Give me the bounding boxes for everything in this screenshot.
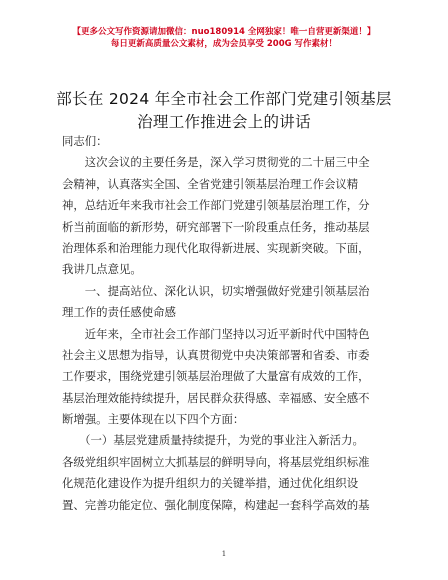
document-title	[30, 88, 418, 134]
paragraph-line: 断增强。主要体现在以下四个方面：	[62, 412, 245, 427]
paragraph-line: 我讲几点意见。	[62, 262, 142, 277]
heading-line: 理工作的责任感使命感	[62, 305, 176, 320]
document-body	[62, 131, 392, 516]
page-number: 1	[221, 550, 227, 558]
paragraph-line: 神，总结近年来我市社会工作部门党建引领基层治理工作，分	[62, 198, 370, 213]
paragraph-line: 化规范化建设作为提升组织力的关键举措，通过优化组织设	[62, 476, 359, 491]
paragraph-overview	[62, 324, 392, 431]
paragraph-line: 这次会议的主要任务是，深入学习贯彻党的二十届三中全	[62, 155, 370, 170]
paragraph-line: 治理体系和治理能力现代化取得新进展、实现新突破。下面，	[62, 240, 370, 255]
section-heading-1	[62, 281, 392, 324]
paragraph-intro	[62, 152, 392, 280]
paragraph-line: 基层治理效能持续提升，居民群众获得感、幸福感、安全感不	[62, 390, 370, 405]
paragraph-line: 工作要求，围绕党建引领基层治理做了大量富有成效的工作，	[62, 369, 370, 384]
paragraph-line: 置、完善功能定位、强化制度保障，构建起一套科学高效的基	[62, 497, 370, 512]
salutation: 同志们：	[62, 134, 108, 148]
promo-banner	[0, 26, 448, 50]
title-line-1: 部长在 2024 年全市社会工作部门党建引领基层	[56, 90, 392, 108]
paragraph-line: 近年来，全市社会工作部门坚持以习近平新时代中国特色	[62, 326, 370, 341]
promo-line-1: 【更多公文写作资源请加微信：nuo180914 全网独家！唯一自营更新渠道！】	[72, 27, 376, 37]
paragraph-line: 各级党组织牢固树立大抓基层的鲜明导向，将基层党组织标准	[62, 454, 370, 469]
paragraph-line: 社会主义思想为指导，认真贯彻党中央决策部署和省委、市委	[62, 347, 370, 362]
paragraph-line: 析当前面临的新形势，研究部署下一阶段重点任务，推动基层	[62, 219, 370, 234]
heading-line: 一、提高站位、深化认识，切实增强做好党建引领基层治	[62, 283, 370, 298]
promo-line-2: 每日更新高质量公文素材，成为会员享受 200G 写作素材！	[110, 39, 338, 49]
paragraph-subsection-1	[62, 430, 392, 516]
paragraph-line: （一）基层党建质量持续提升，为党的事业注入新活力。	[62, 433, 364, 448]
paragraph-line: 会精神，认真落实全国、全省党建引领基层治理工作会议精	[62, 176, 359, 191]
title-line-2: 治理工作推进会上的讲话	[137, 113, 311, 131]
